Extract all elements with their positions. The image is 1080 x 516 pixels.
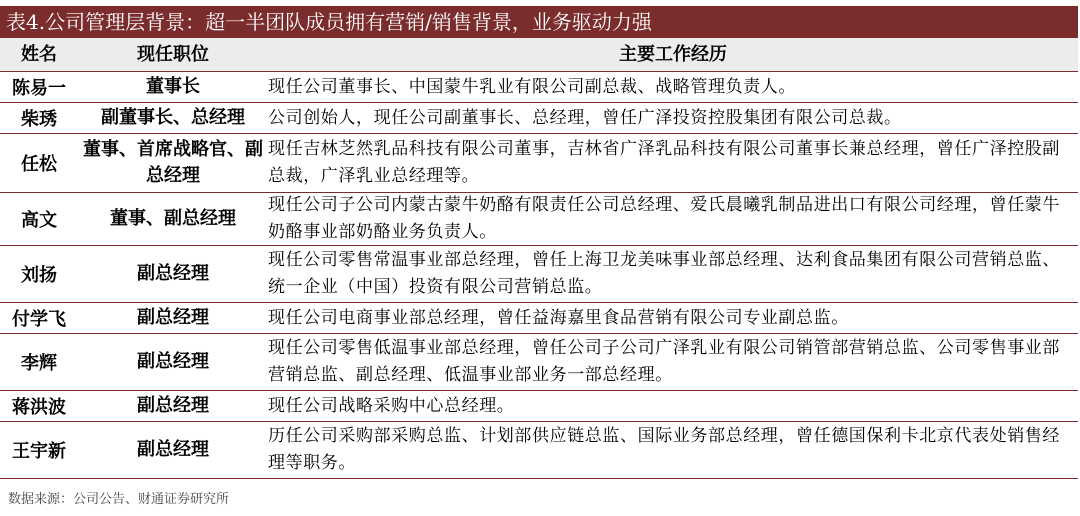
row-experience: 现任公司董事长、中国蒙牛乳业有限公司副总裁、战略管理负责人。: [268, 76, 796, 97]
row-position: 董事、首席战略官、副总经理: [83, 139, 263, 186]
row-experience: 现任公司子公司内蒙古蒙牛奶酪有限责任公司总经理、爱氏晨曦乳制品进出口有限公司经理，曾任蒙牛奶酪事业部奶酪业务负责人。: [268, 195, 1060, 242]
row-name: 付学飞: [12, 309, 66, 330]
row-experience: 现任公司零售低温事业部总经理，曾任公司子公司广泽乳业有限公司销管部营销总监、公司零售事业部营销总监、副总经理、低温事业部业务一部总经理。: [268, 338, 1060, 385]
table-row: [0, 422, 1078, 479]
table-row: [0, 334, 1078, 391]
source-note: 数据来源：公司公告、财通证券研究所: [8, 492, 230, 507]
row-experience: 公司创始人，现任公司副董事长、总经理，曾任广泽投资控股集团有限公司总裁。: [268, 107, 902, 128]
row-position: 副总经理: [137, 395, 209, 416]
header-name: 姓名: [21, 44, 57, 65]
row-name: 高文: [21, 210, 57, 231]
row-position: 副总经理: [137, 439, 209, 460]
row-experience: 现任公司战略采购中心总经理。: [268, 395, 515, 416]
table-row: [0, 72, 1078, 103]
table-header: [0, 38, 1078, 71]
table-row: [0, 246, 1078, 303]
row-name: 任松: [21, 154, 57, 175]
table-row: [0, 103, 1078, 134]
row-position: 副总经理: [137, 263, 209, 284]
table-row: [0, 303, 1078, 334]
row-name: 王宇新: [12, 441, 66, 462]
row-position: 副总经理: [137, 307, 209, 328]
table-row: [0, 134, 1078, 193]
row-name: 柴琇: [21, 109, 57, 130]
header-experience: 主要工作经历: [619, 44, 727, 65]
row-position: 副总经理: [137, 351, 209, 372]
row-position: 董事、副总经理: [110, 208, 236, 229]
header-position: 现任职位: [137, 44, 209, 65]
table-title: 表4.公司管理层背景：超一半团队成员拥有营销/销售背景，业务驱动力强: [0, 6, 1078, 38]
table-row: [0, 391, 1078, 422]
row-experience: 现任公司零售常温事业部总经理，曾任上海卫龙美味事业部总经理、达利食品集团有限公司营销总监、统一企业（中国）投资有限公司营销总监。: [268, 250, 1060, 297]
row-experience: 历任公司采购部采购总监、计划部供应链总监、国际业务部总经理，曾任德国保利卡北京代表处销售经理等职务。: [268, 426, 1060, 473]
row-position: 董事长: [146, 76, 200, 97]
row-experience: 现任吉林芝然乳品科技有限公司董事，吉林省广泽乳品科技有限公司董事长兼总经理，曾任广泽控股副总裁，广泽乳业总经理等。: [268, 139, 1060, 186]
row-experience: 现任公司电商事业部总经理，曾任益海嘉里食品营销有限公司专业副总监。: [268, 307, 849, 328]
row-name: 蒋洪波: [12, 397, 66, 418]
row-name: 刘扬: [21, 265, 57, 286]
row-name: 李辉: [21, 353, 57, 374]
table-row: [0, 193, 1078, 246]
row-name: 陈易一: [12, 78, 66, 99]
row-position: 副董事长、总经理: [101, 107, 245, 128]
